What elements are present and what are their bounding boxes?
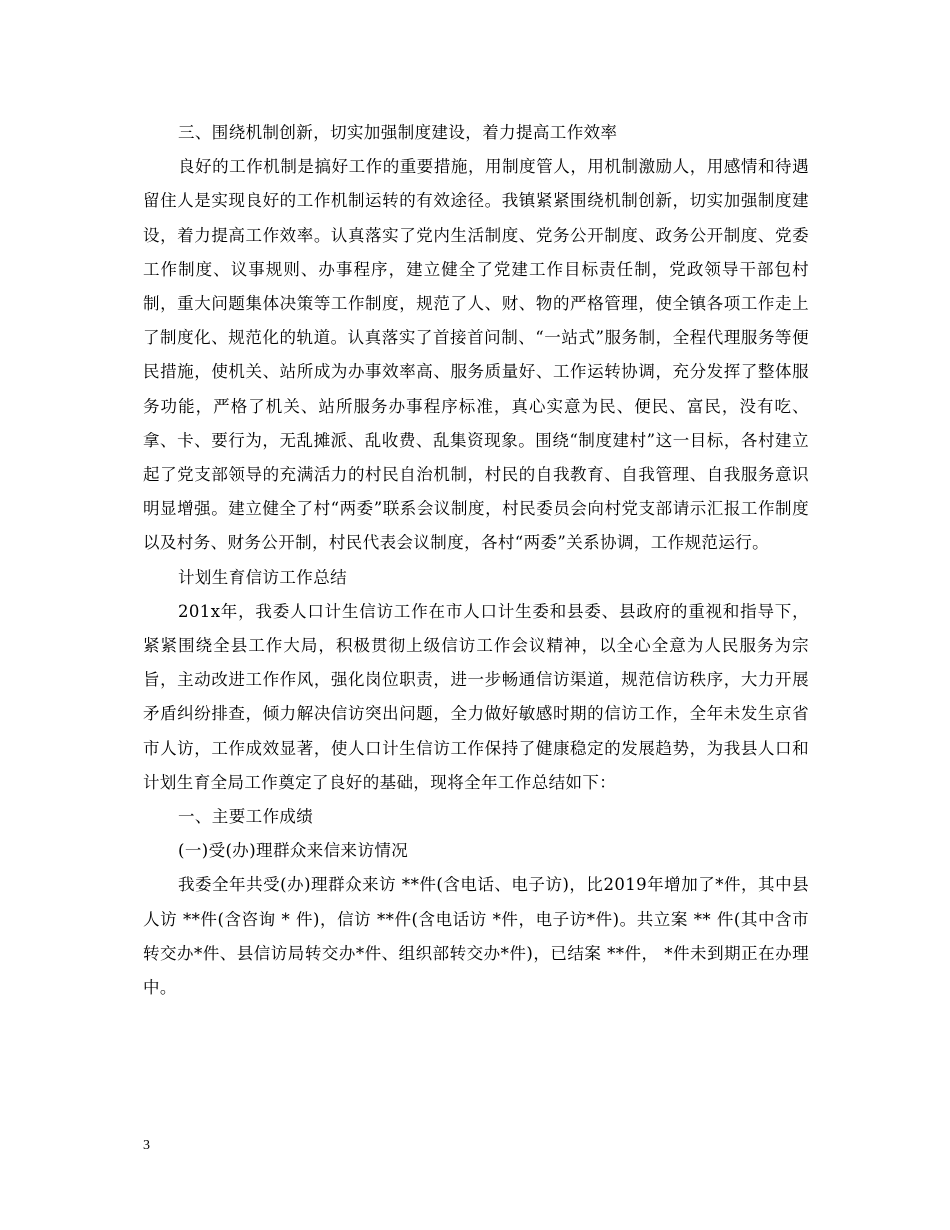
section-heading-achievements: 一、主要工作成绩: [178, 807, 314, 827]
paragraph-petition-intro: 201x年，我委人口计生信访工作在市人口计生委和县委、县政府的重视和指导下，紧紧围绕全县工作大局，积极贯彻上级信访工作会议精神，以全心全意为人民服务为宗旨，主动改进工作作风，强化岗位职责，进一步畅通信访渠道，规范信访秩序，大力开展矛盾纠纷排查，倾力解决信访突出问题，全力做好敏感时期的信访工作，全年未发生京省市人访，工作成效显著，使人口计生信访工作保持了健康稳定的发展趋势，为我县人口和计划生育全局工作奠定了良好的基础，现将全年工作总结如下：: [143, 601, 809, 792]
subsection-heading-petitions-handled: (一)受(办)理群众来信来访情况: [178, 841, 409, 861]
page-number: 3: [143, 1138, 150, 1153]
paragraph-mechanism-details: 良好的工作机制是搞好工作的重要措施，用制度管人，用机制激励人，用感情和待遇留住人是实现良好的工作机制运转的有效途径。我镇紧紧围绕机制创新，切实加强制度建设，着力提高工作效率。认真落实了党内生活制度、党务公开制度、政务公开制度、党委工作制度、议事规则、办事程序，建立健全了党建工作目标责任制，党政领导干部包村制，重大问题集体决策等工作制度，规范了人、财、物的严格管理，使全镇各项工作走上了制度化、规范化的轨道。认真落实了首接首问制、“一站式”服务制，全程代理服务等便民措施，使机关、站所成为办事效率高、服务质量好、工作运转协调，充分发挥了整体服务功能，严格了机关、站所服务办事程序标准，真心实意为民、便民、富民，没有吃、拿、卡、要行为，无乱摊派、乱收费、乱集资现象。围绕“制度建村”这一目标，各村建立起了党支部领导的充满活力的村民自治机制，村民的自我教育、自我管理、自我服务意识明显增强。建立健全了村“两委”联系会议制度，村民委员会向村党支部请示汇报工作制度以及村务、财务公开制，村民代表会议制度，各村“两委”关系协调，工作规范运行。: [143, 157, 809, 553]
document-title-petition-summary: 计划生育信访工作总结: [178, 567, 347, 587]
paragraph-petition-statistics: 我委全年共受(办)理群众来访 **件(含电话、电子访)，比2019年增加了*件，其中县人访 **件(含咨询 * 件)，信访 **件(含电话访 *件，电子访*件)。共立案 ** 件(其中含市转交办*件、县信访局转交办*件、组织部转交办*件)，已结案 **件， *件未到期正在办理中。: [143, 875, 809, 998]
document-body: [143, 116, 809, 1005]
section-heading-mechanism: 三、围绕机制创新，切实加强制度建设，着力提高工作效率: [178, 123, 618, 142]
